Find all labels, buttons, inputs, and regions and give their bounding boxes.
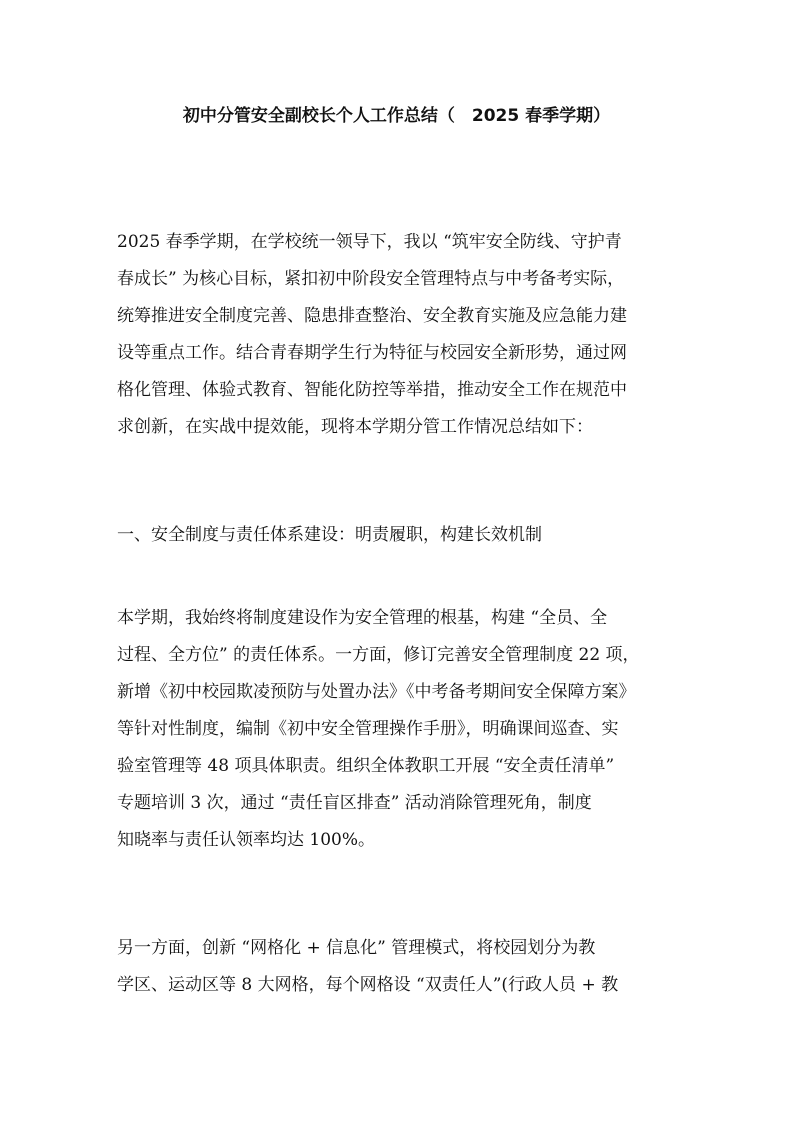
section1-p1-line-5: 验室管理等 48 项具体职责。组织全体教职工开展 “安全责任清单” — [117, 756, 615, 776]
intro-line-5: 格化管理、体验式教育、智能化防控等举措，推动安全工作在规范中 — [117, 380, 627, 400]
section1-p2-line-1: 另一方面，创新 “网格化 + 信息化” 管理模式，将校园划分为教 — [117, 938, 596, 958]
section1-p1-line-1: 本学期，我始终将制度建设作为安全管理的根基，构建 “全员、全 — [117, 608, 608, 628]
section1-p1-line-2: 过程、全方位” 的责任体系。一方面，修订完善安全管理制度 22 项， — [117, 645, 640, 665]
intro-line-6: 求创新，在实战中提效能，现将本学期分管工作情况总结如下： — [117, 417, 593, 437]
intro-line-2: 春成长” 为核心目标，紧扣初中阶段安全管理特点与中考备考实际， — [117, 269, 625, 289]
section-heading-text: 一、安全制度与责任体系建设：明责履职，构建长效机制 — [117, 525, 542, 545]
section1-p1-line-6: 专题培训 3 次，通过 “责任盲区排查” 活动消除管理死角，制度 — [117, 793, 592, 813]
document-title: 初中分管安全副校长个人工作总结（ 2025 春季学期） — [182, 106, 611, 126]
section1-p2-line-2: 学区、运动区等 8 大网格，每个网格设 “双责任人”(行政人员 + 教 — [117, 975, 619, 995]
section1-p1-line-4: 等针对性制度，编制《初中安全管理操作手册》，明确课间巡查、实 — [117, 719, 619, 739]
intro-line-1: 2025 春季学期，在学校统一领导下，我以 “筑牢安全防线、守护青 — [117, 232, 622, 252]
section1-paragraph-2 — [117, 930, 677, 1004]
section1-p1-line-7: 知晓率与责任认领率均达 100%。 — [117, 830, 376, 850]
section1-p1-line-3: 新增《初中校园欺凌预防与处置办法》《中考备考期间安全保障方案》 — [117, 682, 636, 702]
intro-line-4: 设等重点工作。结合青春期学生行为特征与校园安全新形势，通过网 — [117, 343, 627, 363]
section-heading-1 — [117, 517, 677, 554]
intro-paragraph — [117, 224, 677, 446]
intro-line-3: 统筹推进安全制度完善、隐患排查整治、安全教育实施及应急能力建 — [117, 306, 627, 326]
section1-paragraph-1 — [117, 600, 677, 859]
